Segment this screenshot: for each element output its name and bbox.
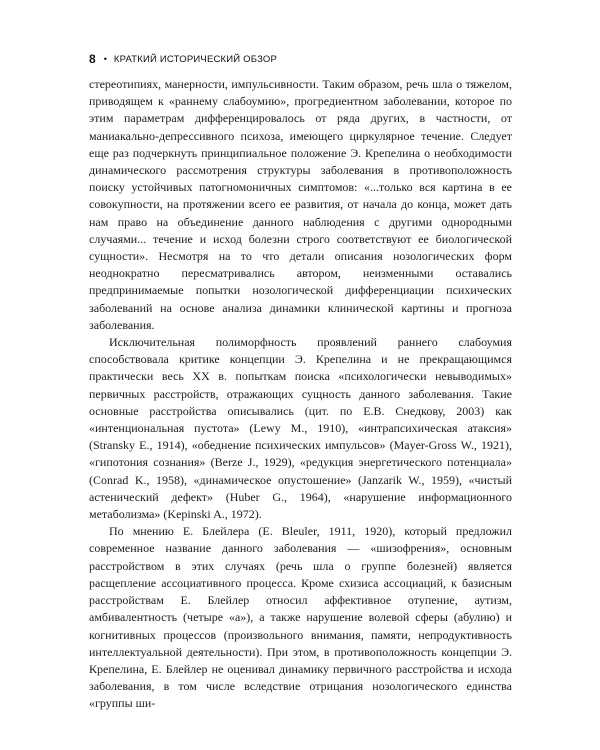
paragraph-1: стереотипиях, манерности, импульсивности. Таким образом, речь шла о тяжелом, приводящем к «раннему слабоумию», прогредиентном заболевании, которое по этим параметрам дифференцировалось от ряда других, в частности, от маниакально-депрессивного психоза, имеющего циркулярное течение. Следует еще раз подчеркнуть принципиальное положение Э. Крепелина о необходимости динамического рассмотрения структуры заболевания в противоположность поиску устойчивых патогномоничных симптомов: «...только вся картина в ее совокупности, на протяжении всего ее развития, от начала до конца, может дать нам право на объединение данного наблюдения с другими однородными случаями... течение и исход болезни строго соответствуют ее биологической сущности». Несмотря на то что детали описания нозологических форм неоднократно пересматривались автором, неизменными оставались предпринимаемые попытки нозологической дифференциации психических заболеваний на основе анализа динамики клинической картины и прогноза заболевания.	[89, 77, 512, 332]
body-text	[89, 76, 512, 713]
page-number: 8	[89, 52, 96, 66]
running-header	[89, 52, 277, 66]
paragraph-3: По мнению Е. Блейлера (E. Bleuler, 1911, 1920), который предложил современное название данного заболевания — «шизофрения», основным расстройством в этих случаях (речь шла о группе болезней) является расщепление ассоциативного процесса. Кроме схизиса ассоциаций, к базисным расстройствам Е. Блейлер относил аффективное отупение, аутизм, амбивалентность (четыре «а»), а также нарушение волевой сферы (абулию) и когнитивных процессов (произвольного внимания, памяти, непродуктивность интеллектуальной деятельности). При этом, в противоположность концепции Э. Крепелина, Е. Блейлер не оценивал динамику первичного расстройства и исхода заболевания, в том числе вследствие отрицания нозологического единства «группы ши-	[89, 524, 512, 711]
bullet-separator: •	[103, 54, 107, 64]
paragraph-2: Исключительная полиморфность проявлений раннего слабоумия способствовала критике концепции Э. Крепелина и не прекращающимся практически весь XX в. попыткам поиска «психологически невыводимых» первичных расстройств, отражающих сущность данного заболевания. Такие основные расстройства описывались (цит. по Е.В. Снедкову, 2003) как «интенциональная пустота» (Lewy M., 1910), «интрапсихическая атаксия» (Stransky E., 1914), «обеднение психических импульсов» (Mayer-Gross W., 1921), «гипотония сознания» (Berze J., 1929), «редукция энергетического потенциала» (Conrad K., 1958), «динамическое опустошение» (Janzarik W., 1959), «чистый астенический дефект» (Huber G., 1964), «нарушение информационного метаболизма» (Kepinski A., 1972).	[89, 335, 512, 522]
section-title: КРАТКИЙ ИСТОРИЧЕСКИЙ ОБЗОР	[113, 53, 278, 65]
